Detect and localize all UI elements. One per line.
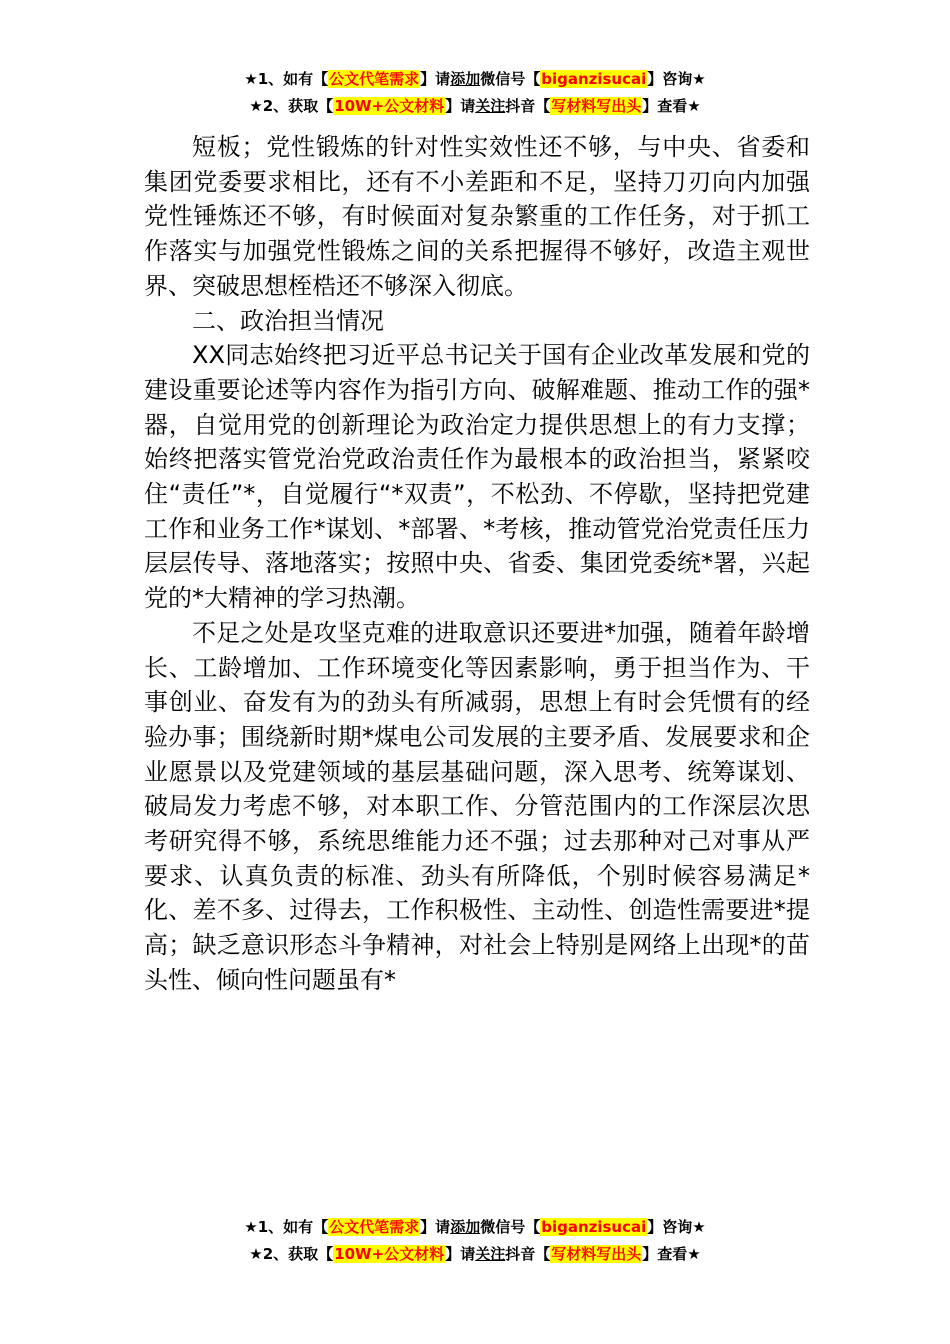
banner-text: 抖音【: [505, 97, 551, 115]
banner-text: ★1、如有【: [244, 1218, 329, 1236]
section-heading: 二、政治担当情况: [192, 306, 384, 335]
banner-line-1: [0, 1214, 950, 1241]
footer-banner: [0, 1214, 950, 1268]
underlined-text: 添加: [450, 70, 481, 88]
highlight-service: 公文代笔需求: [329, 1218, 420, 1236]
document-body: [144, 130, 810, 998]
underlined-text: 添加: [450, 1218, 481, 1236]
paragraph-2: XX同志始终把习近平总书记关于国有企业改革发展和党的建设重要论述等内容作为指引方向、破解难题、推动工作的强*器，自觉用党的创新理论为政治定力提供思想上的有力支撑；始终把落实管党治党政治责任作为最根本的政治担当，紧紧咬住“责任”*，自觉履行“*双责”，不松劲、不停歇，坚持把党建工作和业务工作*谋划、*部署、*考核，推动管党治党责任压力层层传导、落地落实；按照中央、省委、集团党委统*署，兴起党的*大精神的学习热潮。: [144, 341, 810, 613]
header-banner: [0, 66, 950, 120]
highlight-wechat-id: biganzisucai: [541, 1218, 647, 1236]
banner-text: ★2、获取【: [249, 1245, 334, 1263]
paragraph-3: 不足之处是攻坚克难的进取意识还要进*加强，随着年龄增长、工龄增加、工作环境变化等因素影响，勇于担当作为、干事创业、奋发有为的劲头有所减弱，思想上有时会凭惯有的经验办事；围绕新时期*煤电公司发展的主要矛盾、发展要求和企业愿景以及党建领域的基层基础问题，深入思考、统筹谋划、破局发力考虑不够，对本职工作、分管范围内的工作深层次思考研究得不够，系统思维能力还不强；过去那种对己对事从严要求、认真负责的标准、劲头有所降低，个别时候容易满足*化、差不多、过得去，工作积极性、主动性、创造性需要进*提高；缺乏意识形态斗争精神，对社会上特别是网络上出现*的苗头性、倾向性问题虽有*: [144, 618, 810, 994]
banner-line-2: [0, 1241, 950, 1268]
highlight-douyin: 写材料写出头: [551, 97, 642, 115]
underlined-text: 关注: [475, 1245, 506, 1263]
banner-line-1: [0, 66, 950, 93]
highlight-service: 公文代笔需求: [329, 70, 420, 88]
highlight-materials: 10W+公文材料: [334, 1245, 445, 1263]
banner-text: 】请: [445, 1245, 476, 1263]
banner-line-2: [0, 93, 950, 120]
banner-text: 】查看★: [642, 1245, 701, 1263]
highlight-materials: 10W+公文材料: [334, 97, 445, 115]
banner-text: 】请: [420, 70, 451, 88]
banner-text: 】请: [445, 97, 476, 115]
banner-text: ★1、如有【: [244, 70, 329, 88]
banner-text: 抖音【: [505, 1245, 551, 1263]
banner-text: 微信号【: [480, 70, 541, 88]
paragraph-1: 短板；党性锻炼的针对性实效性还不够，与中央、省委和集团党委要求相比，还有不小差距和不足，坚持刀刃向内加强党性锤炼还不够，有时候面对复杂繁重的工作任务，对于抓工作落实与加强党性锻炼之间的关系把握得不够好，改造主观世界、突破思想桎梏还不够深入彻底。: [144, 133, 810, 300]
underlined-text: 关注: [475, 97, 506, 115]
highlight-douyin: 写材料写出头: [551, 1245, 642, 1263]
banner-text: 】请: [420, 1218, 451, 1236]
highlight-wechat-id: biganzisucai: [541, 70, 647, 88]
banner-text: 】查看★: [642, 97, 701, 115]
banner-text: 】咨询★: [647, 1218, 706, 1236]
banner-text: 微信号【: [480, 1218, 541, 1236]
banner-text: 】咨询★: [647, 70, 706, 88]
banner-text: ★2、获取【: [249, 97, 334, 115]
